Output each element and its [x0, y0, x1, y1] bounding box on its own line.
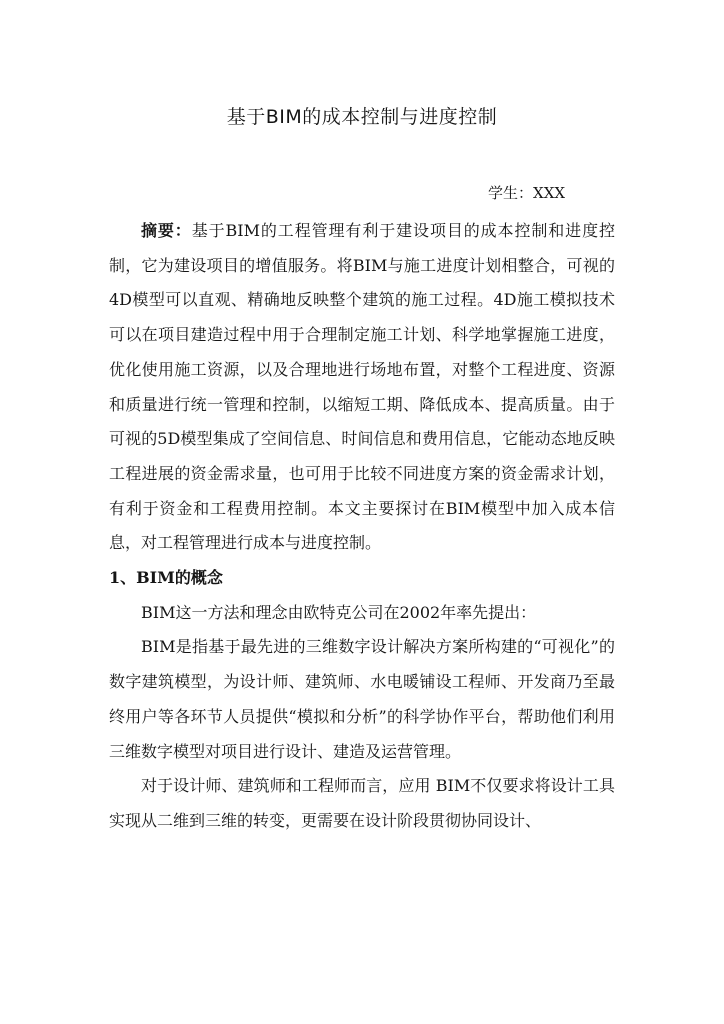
body-paragraph-3: 对于设计师、建筑师和工程师而言，应用 BIM不仅要求将设计工具实现从二维到三维的转变，更需要在设计阶段贯彻协同设计、: [109, 776, 615, 830]
section-heading: 1、BIM的概念: [109, 568, 223, 588]
abstract-paragraph: [109, 214, 615, 561]
body-paragraph-1: BIM这一方法和理念由欧特克公司在2002年率先提出：: [141, 602, 537, 622]
author-line: [488, 182, 618, 203]
abstract-text: 基于BIM的工程管理有利于建设项目的成本控制和进度控制，它为建设项目的增值服务。将BIM与施工进度计划相整合，可视的4D模型可以直观、精确地反映整个建筑的施工过程。4D施工模拟技术可以在项目建造过程中用于合理制定施工计划、科学地掌握施工进度，优化使用施工资源，以及合理地进行场地布置，对整个工程进度、资源和质量进行统一管理和控制，以缩短工期、降低成本、提高质量。由于可视的5D模型集成了空间信息、时间信息和费用信息，它能动态地反映工程进展的资金需求量，也可用于比较不同进度方案的资金需求计划，有利于资金和工程费用控制。本文主要探讨在BIM模型中加入成本信息，对工程管理进行成本与进度控制。: [109, 221, 615, 553]
document-body: [109, 214, 615, 839]
document-title: 基于BIM的成本控制与进度控制: [226, 106, 498, 128]
body-paragraph-2: BIM是指基于最先进的三维数字设计解决方案所构建的“可视化”的数字建筑模型，为设计师、建筑师、水电暖铺设工程师、开发商乃至最终用户等各环节人员提供“模拟和分析”的科学协作平台，帮助他们利用三维数字模型对项目进行设计、建造及运营管理。: [109, 637, 615, 761]
abstract-label: 摘要：: [141, 221, 192, 240]
author-name: XXX: [533, 184, 566, 202]
author-label: 学生：: [488, 184, 534, 202]
